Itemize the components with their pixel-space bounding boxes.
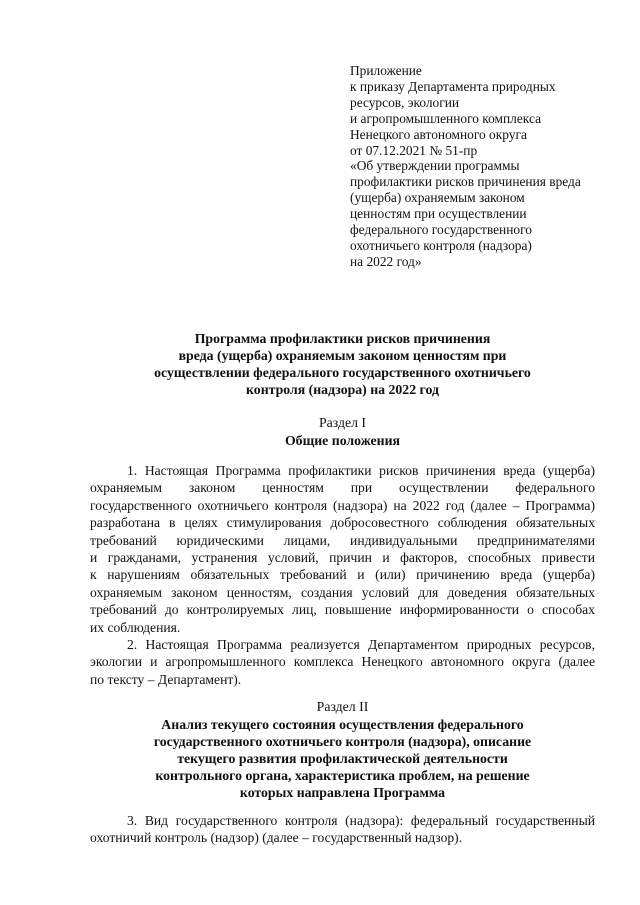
- paragraph-line: и гражданами, устранения условий, причин и факторов, способных привести: [90, 550, 595, 566]
- paragraph-line: охраняемым законом ценностям при осуществлении федерального: [90, 480, 595, 496]
- appendix-header: [350, 63, 610, 270]
- appendix-line: ценностям при осуществлении: [350, 206, 527, 222]
- paragraph-line: по тексту – Департамент).: [90, 671, 242, 687]
- paragraph-line: их соблюдения.: [90, 619, 181, 635]
- paragraph-3: [90, 812, 595, 847]
- section-1-title: Общие положения: [284, 433, 401, 448]
- appendix-line: федерального государственного: [350, 222, 532, 238]
- section-2-title-line: текущего развития профилактической деятельности: [177, 751, 508, 766]
- paragraph-2: [90, 636, 595, 688]
- appendix-line: профилактики рисков причинения вреда: [350, 174, 581, 190]
- appendix-line: «Об утверждении программы: [350, 158, 520, 174]
- paragraph-line: 1. Настоящая Программа профилактики рисков причинения вреда (ущерба): [127, 463, 595, 478]
- appendix-line: к приказу Департамента природных: [350, 78, 556, 94]
- paragraph-line: государственного охотничьего контроля (надзора) на 2022 год (далее – Программа): [90, 497, 595, 513]
- title-line: осуществлении федерального государственного охотничьего: [154, 365, 531, 380]
- section-2-title-line: контрольного органа, характеристика проблем, на решение: [155, 768, 530, 783]
- appendix-line: на 2022 год»: [350, 253, 422, 269]
- section-1-number: Раздел I: [318, 415, 367, 430]
- appendix-line: Ненецкого автономного округа: [350, 126, 527, 142]
- document-title: [90, 330, 595, 398]
- appendix-line: охотничьего контроля (надзора): [350, 237, 532, 253]
- paragraph-line: к нарушениям обязательных требований и (или) причинению вреда (ущерба): [90, 567, 595, 583]
- paragraph-line: разработана в целях стимулирования добросовестного соблюдения обязательных: [90, 515, 595, 531]
- appendix-line: от 07.12.2021 № 51-пр: [350, 142, 478, 158]
- paragraph-line: охраняемым законом ценностям, создания условий для доведения обязательных: [90, 584, 595, 600]
- section-2-title-line: Анализ текущего состояния осуществления федерального: [161, 717, 524, 732]
- section-2-title: [90, 716, 595, 801]
- section-2-title-line: которых направлена Программа: [239, 785, 446, 800]
- section-2-number: Раздел II: [316, 699, 369, 714]
- title-line: вреда (ущерба) охраняемым законом ценностям при: [178, 348, 507, 363]
- paragraph-line: 2. Настоящая Программа реализуется Департаментом природных ресурсов,: [127, 637, 595, 652]
- paragraph-line: охотничий контроль (надзор) (далее – государственный надзор).: [90, 830, 463, 846]
- section-2-title-line: государственного охотничьего контроля (надзора), описание: [153, 734, 532, 749]
- title-line: Программа профилактики рисков причинения: [194, 331, 491, 346]
- paragraph-1: [90, 462, 595, 636]
- appendix-line: ресурсов, экологии: [350, 94, 460, 110]
- appendix-line: и агропромышленного комплекса: [350, 110, 542, 126]
- paragraph-line: требований до контролируемых лиц, повышение информированности о способах: [90, 602, 595, 618]
- paragraph-line: требований юридическими лицами, индивидуальными предпринимателями: [90, 532, 595, 548]
- paragraph-line: 3. Вид государственного контроля (надзора): федеральный государственный: [127, 813, 595, 828]
- appendix-line: Приложение: [350, 63, 422, 78]
- appendix-line: (ущерба) охраняемым законом: [350, 190, 525, 206]
- paragraph-line: экологии и агропромышленного комплекса Ненецкого автономного округа (далее: [90, 654, 595, 670]
- title-line: контроля (надзора) на 2022 год: [246, 382, 439, 397]
